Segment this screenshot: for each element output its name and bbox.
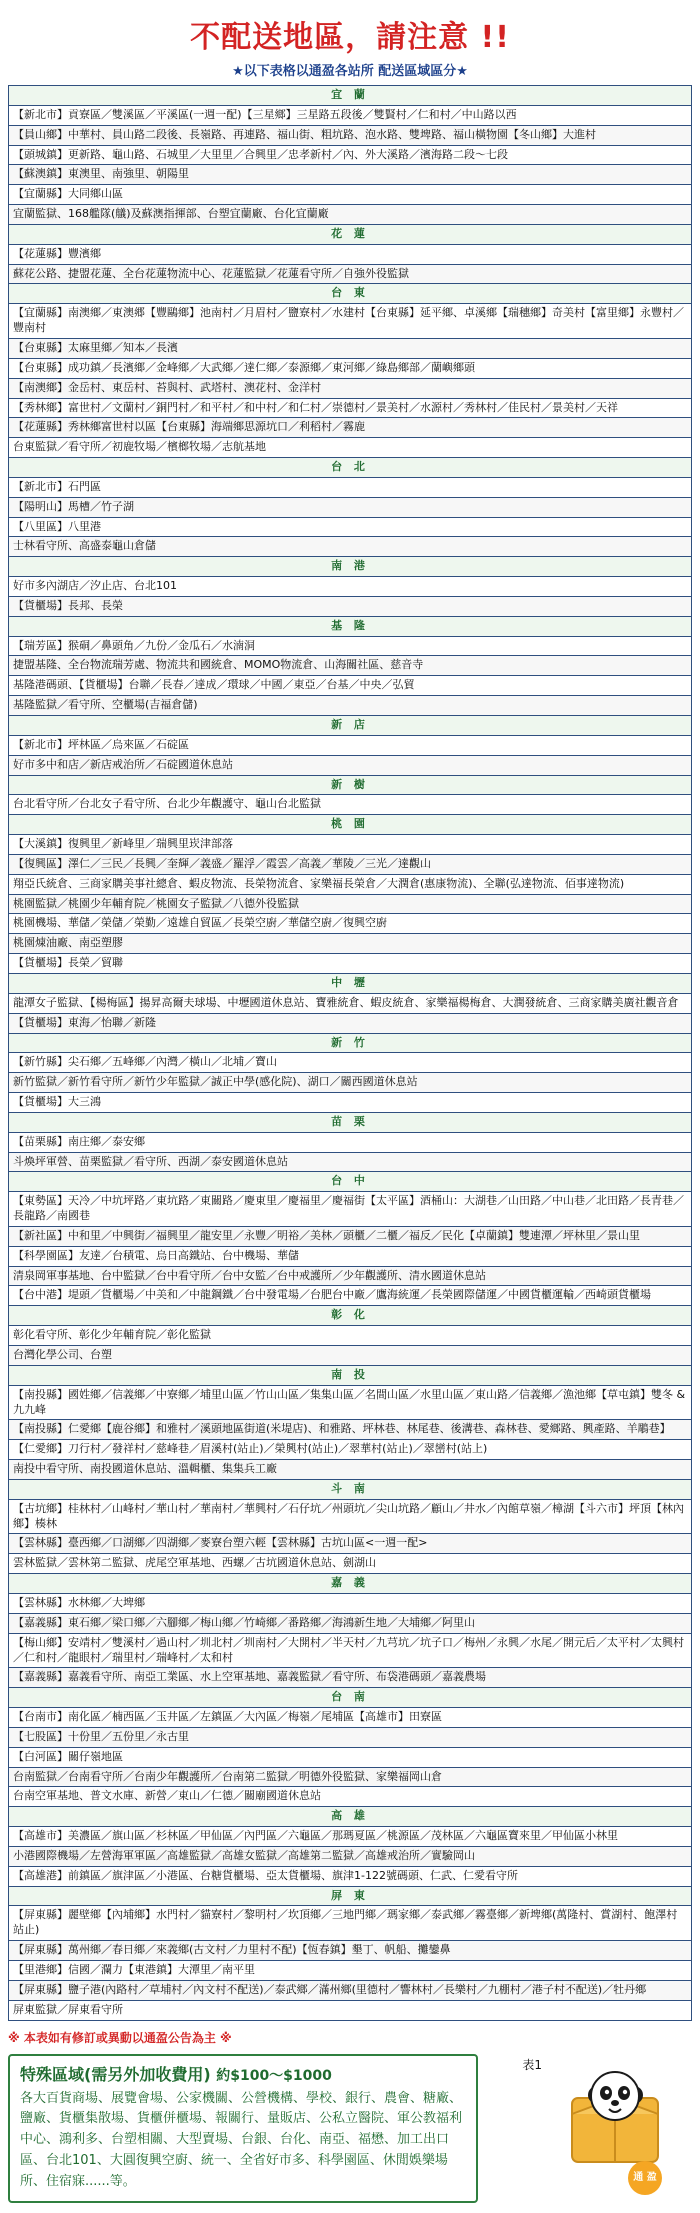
region-row: 【貨櫃場】大三鴻 [9, 1093, 692, 1113]
region-row: 【南澳鄉】金岳村、東岳村、苔與村、武塔村、澳花村、金洋村 [9, 378, 692, 398]
region-header: 桃 園 [9, 815, 692, 835]
special-area-amount: 約$100～$1000 [216, 2067, 332, 2084]
region-row: 【八里區】八里港 [9, 517, 692, 537]
region-row: 【貨櫃場】東海／怡聯／新隆 [9, 1013, 692, 1033]
region-row: 屏東監獄／屏東看守所 [9, 2000, 692, 2020]
page-subtitle: ★以下表格以通盈各站所 配送區域區分★ [232, 64, 468, 79]
region-row: 【東勢區】天冷／中坑坪路／東坑路／東關路／慶東里／慶福里／慶福街【太平區】酒桶山：大湖巷／山田路／中山巷／北田路／長青巷／長龍路／南國巷 [9, 1192, 692, 1227]
region-row: 【七股區】十份里／五份里／永古里 [9, 1727, 692, 1747]
region-header: 南 投 [9, 1365, 692, 1385]
region-row: 【屏東縣】麗壁鄉【內埔鄉】水門村／貓寮村／黎明村／坎頂鄉／三地門鄉／瑪家鄉／泰武鄉／霧臺鄉／新埤鄉(萬隆村、賞湖村、飽澤村站止) [9, 1906, 692, 1941]
region-row: 小港國際機場／左營海軍軍區／高雄監獄／高雄女監獄／高雄第二監獄／高雄戒治所／實驗岡山 [9, 1846, 692, 1866]
region-row: 【宜蘭縣】南澳鄉／東澳郷【豐鷗鄉】池南村／月眉村／鹽寮村／水建村【台東縣】延平鄉、卓溪鄉【瑞穗鄉】奇美村【富里鄉】永豐村／豐南村 [9, 304, 692, 339]
region-row: 南投中看守所、南投國道休息站、溫輯櫃、集集兵工廠 [9, 1460, 692, 1480]
region-row: 【花蓮縣】秀林鄉富世村以區【台東縣】海端鄉思源坑口／利稻村／霧鹿 [9, 418, 692, 438]
region-row: 彰化看守所、彰化少年輔育院／彰化監獄 [9, 1326, 692, 1346]
region-row: 【員山鄉】中華村、員山路二段後、長嶺路、再連路、福山街、粗坑路、泡水路、雙埤路、福山橫物園【冬山鄉】大進村 [9, 125, 692, 145]
region-row: 蘇花公路、捷盟花蓮、全台花蓮物流中心、花蓮監獄／花蓮看守所／自強外役監獄 [9, 264, 692, 284]
region-row: 【高雄市】美濃區／旗山區／杉林區／甲仙區／內門區／六龜區／那瑪夏區／桃源區／茂林區／六龜區寶來里／甲仙區小林里 [9, 1827, 692, 1847]
region-row: 【高雄港】前鎮區／旗津區／小港區、台糖貨櫃場、亞太貨櫃場、旗津1-122號碼頭、仁武、仁愛看守所 [9, 1866, 692, 1886]
region-row: 【秀林鄉】富世村／文蘭村／銅門村／和平村／和中村／和仁村／崇德村／景美村／水源村／秀林村／佳民村／景美村／天祥 [9, 398, 692, 418]
region-header: 屏 東 [9, 1886, 692, 1906]
region-row: 【苗栗縣】南庄鄉／泰安鄉 [9, 1132, 692, 1152]
special-area-box [8, 2054, 478, 2203]
region-row: 基隆監獄／看守所、空櫃場(吉福倉儲) [9, 696, 692, 716]
region-header: 新 竹 [9, 1033, 692, 1053]
region-header: 新 樹 [9, 775, 692, 795]
region-row: 【梅山鄉】安靖村／雙溪村／過山村／圳北村／圳南村／大開村／半天村／九芎坑／坑子口／梅州／永興／水尾／開元后／太平村／太興村／仁和村／龍眼村／瑞里村／瑞峰村／太和村 [9, 1633, 692, 1668]
region-row: 【里港鄉】信國／瀾力【東港鎮】大潭里／南平里 [9, 1961, 692, 1981]
region-row: 【嘉義縣】東石鄉／梁口鄉／六腳鄉／梅山鄉／竹崎鄉／番路鄉／海鴻新生地／大埔鄉／阿里山 [9, 1613, 692, 1633]
region-row: 【貨櫃場】長榮／貿聯 [9, 954, 692, 974]
region-header: 苗 栗 [9, 1112, 692, 1132]
page-title: 不配送地區，請注意 !! [190, 20, 510, 55]
region-header: 嘉 義 [9, 1574, 692, 1594]
region-row: 捷盟基隆、全台物流瑞芳處、物流共和國統倉、MOMO物流倉、山海關社區、慈音寺 [9, 656, 692, 676]
region-row: 好市多內湖店／汐止店、台北101 [9, 577, 692, 597]
region-row: 【花蓮縣】豐濱鄉 [9, 244, 692, 264]
region-row: 【台南市】南化區／楠西區／玉井區／左鎮區／大內區／梅嶺／尾埔區【高雄市】田寮區 [9, 1708, 692, 1728]
region-row: 【古坑鄉】桂林村／山峰村／華山村／華南村／華興村／石仔坑／州頭坑／尖山坑路／顧山／井水／內館草嶺／樟湖【斗六市】坪頂【林內鄉】楱林 [9, 1499, 692, 1534]
region-row: 台東監獄／看守所／初鹿牧場／檳榔牧場／志航基地 [9, 438, 692, 458]
region-row: 【雲林縣】臺西鄉／口湖鄉／四湖鄉／麥寮台塑六輕【雲林縣】古坑山區<一週一配> [9, 1534, 692, 1554]
region-header: 中 壢 [9, 973, 692, 993]
region-header: 基 隆 [9, 616, 692, 636]
region-row: 【雲林縣】水林鄉／大埤鄉 [9, 1593, 692, 1613]
region-row: 【蘇澳鎮】東澳里、南強里、朝陽里 [9, 165, 692, 185]
region-row: 台灣化學公司、台塑 [9, 1346, 692, 1366]
region-row: 【大溪鎮】復興里／新峰里／瑞興里崁津部落 [9, 835, 692, 855]
region-header: 高 雄 [9, 1807, 692, 1827]
region-row: 【屏東縣】萬州鄉／春日鄉／來義鄉(古文村／力里村不配)【恆春鎮】墾丁、帆船、攤鑾鼻 [9, 1941, 692, 1961]
region-header: 台 中 [9, 1172, 692, 1192]
region-row: 【南投縣】仁愛鄉【鹿谷鄉】和雅村／溪頭地區街道(米堤店)、和雅路、坪林巷、林尾巷、後溝巷、森林巷、愛鄉路、興產路、羊鵰巷】 [9, 1420, 692, 1440]
region-row: 【台中港】堤頭／貨櫃場／中美和／中龍鋼鐵／台中發電場／台肥台中廠／鷹海統運／長榮國際儲運／中國貨櫃運輸／西崎頭貨櫃場 [9, 1286, 692, 1306]
region-row: 【新北市】石門區 [9, 477, 692, 497]
region-row: 斗煥坪軍營、苗栗監獄／看守所、西湖／泰安國道休息站 [9, 1152, 692, 1172]
region-row: 【新北市】貢寮區／雙溪區／平溪區(一週一配)【三星鄉】三星路五段後／雙賢村／仁和村／中山路以西 [9, 105, 692, 125]
region-row: 台北看守所／台北女子看守所、台北少年觀護守、龜山台北監獄 [9, 795, 692, 815]
special-area-title [20, 2062, 466, 2085]
region-row: 【南投縣】國姓鄉／信義鄉／中寮鄉／埔里山區／竹山山區／集集山區／名間山區／水里山區／東山路／信義鄉／漁池鄉【草屯鎮】雙冬 & 九九峰 [9, 1385, 692, 1420]
region-row: 桃園煉油廠、南亞塑膠 [9, 934, 692, 954]
region-row: 【復興區】澤仁／三民／長興／奎輝／義盛／羅浮／霞雲／高義／華陵／三光／達觀山 [9, 854, 692, 874]
region-header: 彰 化 [9, 1306, 692, 1326]
region-row: 【科學園區】友達／台積電、烏日高鐵站、台中機場、華儲 [9, 1246, 692, 1266]
region-row: 【屏東縣】鹽子港(內路村／草埔村／內文村不配送)／泰武鄉／滿州鄉(里德村／響林村／長樂村／九棚村／港子村不配送)／牡丹鄉 [9, 1980, 692, 2000]
region-row: 台南空軍基地、普文水庫、新營／東山／仁德／關廟國道休息站 [9, 1787, 692, 1807]
region-header: 南 港 [9, 557, 692, 577]
region-header: 台 南 [9, 1688, 692, 1708]
region-row: 【新社區】中和里／中興街／福興里／龍安里／永豐／明裕／美林／頭櫃／二櫃／福反／民化【卓蘭鎮】雙連潭／坪林里／景山里 [9, 1226, 692, 1246]
region-row: 【台東縣】成功鎮／長濱鄉／金峰鄉／大武鄉／達仁鄉／泰源鄉／東河鄉／綠島鄉部／蘭嶼鄉頭 [9, 358, 692, 378]
region-row: 士林看守所、高盛泰龜山倉儲 [9, 537, 692, 557]
region-row: 【陽明山】馬槽／竹子湖 [9, 497, 692, 517]
tongying-badge: 通 盈 [628, 2161, 662, 2195]
region-row: 好市多中和店／新店戒治所／石碇國道休息站 [9, 755, 692, 775]
region-header: 宜 蘭 [9, 86, 692, 106]
region-row: 【新北市】坪林區／烏來區／石碇區 [9, 735, 692, 755]
region-header: 台 北 [9, 458, 692, 478]
panda-mascot-icon [552, 2060, 682, 2180]
region-row: 雲林監獄／雲林第二監獄、虎尾空軍基地、西螺／古坑國道休息站、劍湖山 [9, 1554, 692, 1574]
region-row: 【貨櫃場】長邦、長榮 [9, 596, 692, 616]
region-row: 【仁愛鄉】刀行村／發祥村／慈峰巷／眉溪村(站止)／榮興村(站止)／翠華村(站止)／翠巒村(站上) [9, 1440, 692, 1460]
region-row: 台南監獄／台南看守所／台南少年觀護所／台南第二監獄／明德外役監獄、家樂福岡山倉 [9, 1767, 692, 1787]
special-area-title-text: 特殊區域(需另外加收費用) [20, 2064, 211, 2084]
region-row: 桃園監獄／桃園少年輔育院／桃園女子監獄／八德外役監獄 [9, 894, 692, 914]
region-row: 龍潭女子監獄、【楊梅區】揚昇高爾夫球場、中壢國道休息站、寶雅統倉、蝦皮統倉、家樂福楊梅倉、大潤發統倉、三商家購美廣社觀音倉 [9, 993, 692, 1013]
region-row: 桃園機場、華儲／榮儲／榮勤／遠雄自貿區／長榮空廚／華儲空廚／復興空廚 [9, 914, 692, 934]
region-header: 台 東 [9, 284, 692, 304]
region-header: 新 店 [9, 716, 692, 736]
region-row: 【新竹縣】尖石鄉／五峰鄉／內灣／橫山／北埔／寶山 [9, 1053, 692, 1073]
region-row: 清泉岡軍事基地、台中監獄／台中看守所／台中女監／台中戒護所／少年觀護所、清水國道休息站 [9, 1266, 692, 1286]
region-table [8, 85, 692, 2021]
region-header: 花 蓮 [9, 224, 692, 244]
footer-area [8, 2054, 692, 2203]
region-row: 【頭城鎮】更新路、龜山路、石城里／大里里／合興里／忠孝新村／內、外大溪路／濱海路二段～七段 [9, 145, 692, 165]
region-row: 基隆港碼頭、【貨櫃場】台聯／長春／達成／環球／中國／東亞／台基／中央／弘貿 [9, 676, 692, 696]
special-area-body: 各大百貨商場、展覽會場、公家機關、公營機構、學校、銀行、農會、糖廠、鹽廠、貨櫃集散場、貨櫃併櫃場、報關行、量販店、公私立醫院、軍公教福利中心、鴻利多、台塑相關、大型賣場、台銀、台化、南亞、福懋、加工出口區、台北101、大圓復興空廚、統一、全省好市多、科學園區、休閒娛樂場所、住宿寐......等。 [20, 2090, 463, 2189]
footer-note: ※ 本表如有修訂或異動以通盈公告為主 ※ [8, 2030, 232, 2045]
region-row: 宜蘭監獄、168艦隊(艤)及蘇澳指揮部、台塑宜蘭廠、台化宜蘭廠 [9, 205, 692, 225]
region-row: 新竹監獄／新竹看守所／新竹少年監獄／誠正中學(感化院)、湖口／關西國道休息站 [9, 1073, 692, 1093]
region-row: 翔亞氏統倉、三商家購美事社總倉、蝦皮物流、長榮物流倉、家樂福長榮倉／大潤倉(惠康物流)、全聯(弘達物流、佰事達物流) [9, 874, 692, 894]
region-header: 斗 南 [9, 1479, 692, 1499]
region-row: 【嘉義縣】嘉義看守所、南亞工業區、水上空軍基地、嘉義監獄／看守所、布袋港碼頭／嘉義農場 [9, 1668, 692, 1688]
table-label: 表1 [522, 2057, 542, 2072]
region-row: 【台東縣】太麻里鄉／知本／長濱 [9, 338, 692, 358]
region-row: 【白河區】關仔嶺地區 [9, 1747, 692, 1767]
region-row: 【宜蘭縣】大同鄉山區 [9, 185, 692, 205]
region-row: 【瑞芳區】猴硐／鼻頭角／九份／金瓜石／水湳洞 [9, 636, 692, 656]
